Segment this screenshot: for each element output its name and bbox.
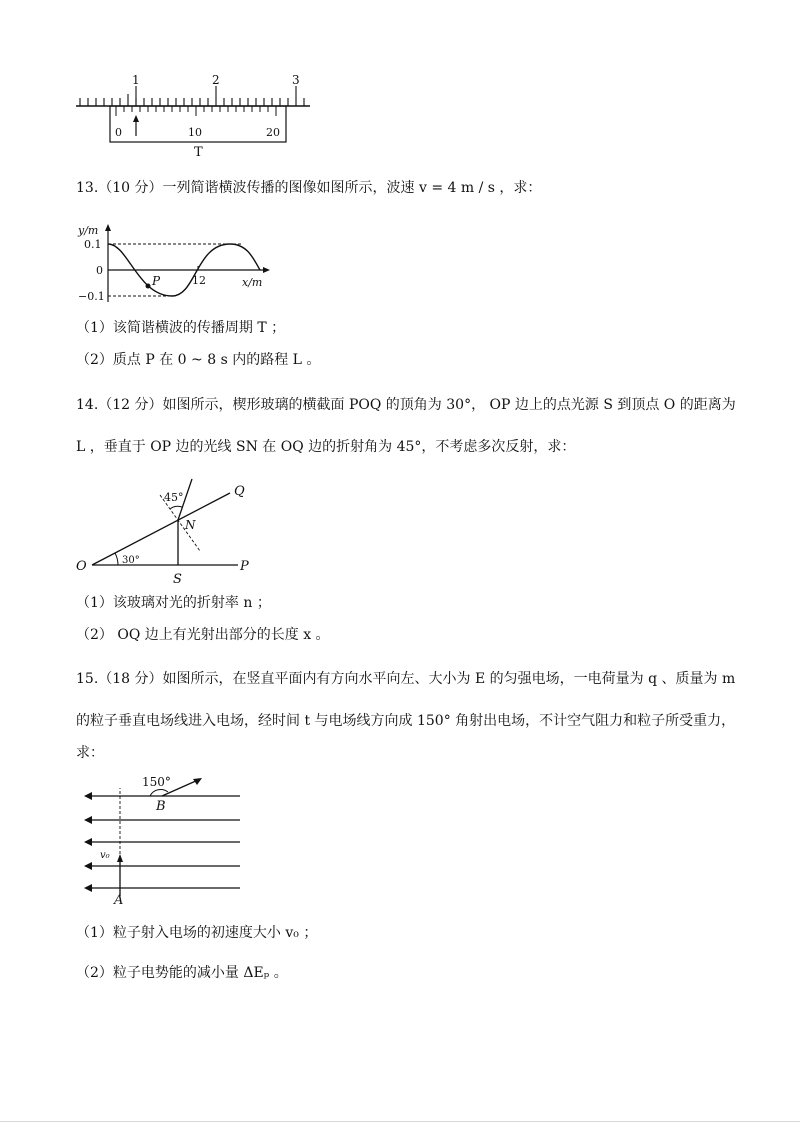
- vernier-label-20: 20: [266, 126, 280, 139]
- y-tick-0.1: 0.1: [84, 238, 102, 251]
- v0-label: v₀: [100, 850, 110, 861]
- label-s: S: [173, 572, 182, 587]
- label-n: N: [185, 518, 196, 532]
- point-p-label: P: [152, 274, 161, 288]
- caliper-figure: [60, 70, 330, 160]
- label-o: O: [76, 559, 87, 574]
- angle-150-label: 150°: [142, 775, 171, 789]
- q14-prism-figure: [70, 475, 270, 590]
- q13-sub2: （2）质点 P 在 0 ~ 8 s 内的路程 L 。: [76, 352, 321, 368]
- label-q: Q: [234, 484, 245, 499]
- q15-prompt-line1: 15.（18 分）如图所示，在竖直平面内有方向水平向左、大小为 E 的匀强电场，一电荷量为 q 、质量为 m: [76, 671, 736, 687]
- q13-wave-graph: [70, 220, 280, 312]
- main-scale-label-1: 1: [132, 73, 140, 87]
- q13-prompt: 13.（10 分）一列简谐横波传播的图像如图所示，波速 v = 4 m / s ，求：: [76, 180, 542, 196]
- label-p: P: [240, 559, 249, 574]
- q15-sub1: （1）粒子射入电场的初速度大小 v₀ ；: [76, 925, 318, 941]
- angle-45-label: 45°: [164, 491, 184, 504]
- angle-30-label: 30°: [122, 555, 140, 566]
- q15-sub2: （2）粒子电势能的减小量 ΔEₚ 。: [76, 965, 288, 981]
- vernier-label-10: 10: [188, 126, 202, 139]
- caliper-label-t: T: [194, 145, 203, 160]
- q15-prompt-line3: 求：: [76, 745, 104, 761]
- point-p-marker: [146, 284, 151, 289]
- vernier-label-0: 0: [115, 126, 122, 139]
- q14-sub1: （1）该玻璃对光的折射率 n ；: [76, 595, 271, 611]
- y-tick-0: 0: [96, 264, 103, 277]
- page-bottom-rule: [0, 1121, 800, 1122]
- main-scale-label-3: 3: [292, 73, 300, 87]
- y-tick-neg-0.1: −0.1: [78, 290, 105, 303]
- x-axis-label: x/m: [242, 276, 263, 289]
- q15-field-figure: [76, 770, 246, 905]
- point-a-label: A: [114, 893, 124, 905]
- q13-sub1: （1）该简谐横波的传播周期 T ；: [76, 320, 286, 336]
- q14-prompt-line2: L ，垂直于 OP 边的光线 SN 在 OQ 边的折射角为 45°，不考虑多次反射，求：: [76, 439, 576, 455]
- q15-prompt-line2: 的粒子垂直电场线进入电场，经时间 t 与电场线方向成 150° 角射出电场，不计空气阻力和粒子所受重力，: [76, 713, 736, 729]
- y-axis-label: y/m: [78, 224, 99, 237]
- point-b-label: B: [156, 799, 166, 814]
- q14-sub2: （2） OQ 边上有光射出部分的长度 x 。: [76, 627, 330, 643]
- q14-prompt-line1: 14.（12 分）如图所示，楔形玻璃的横截面 POQ 的顶角为 30°， OP 边上的点光源 S 到顶点 O 的距离为: [76, 397, 736, 413]
- v0-arrow-icon: [117, 854, 123, 862]
- main-scale-label-2: 2: [212, 73, 220, 87]
- x-tick-12: 12: [192, 274, 206, 287]
